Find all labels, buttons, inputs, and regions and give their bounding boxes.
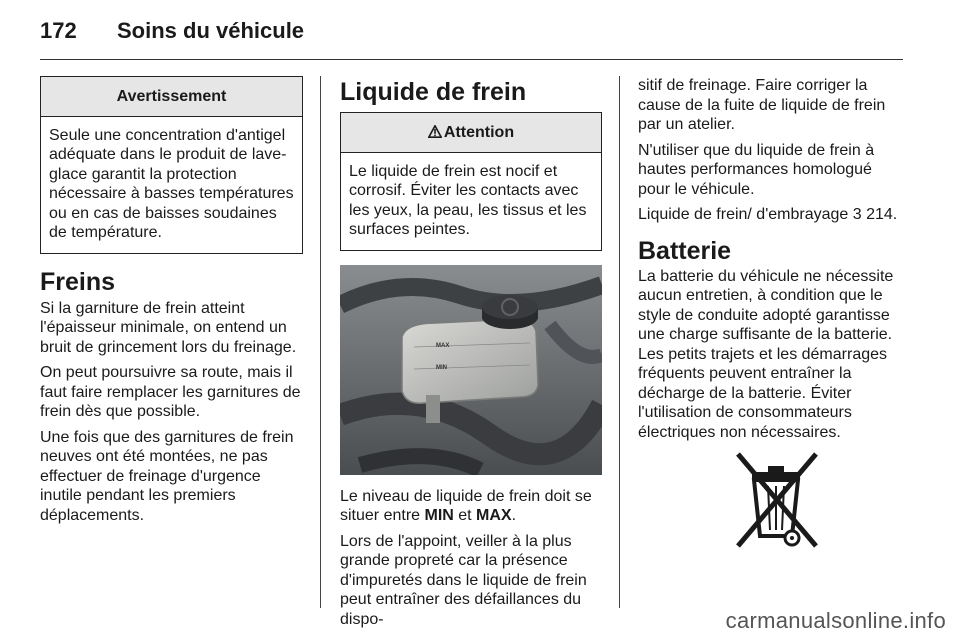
- column-1: [40, 76, 303, 531]
- cross-reference-text: Liquide de frein/ d'embrayage: [638, 206, 853, 223]
- level-text-1: Le niveau de liquide de frein doit se situer entre: [340, 487, 592, 524]
- warning-triangle-icon: [428, 123, 442, 143]
- warning-box-body: Seule une concentration d'antigel adéquate dans le produit de lave-glace garantit la protection nécessaire à basses températures ou en cas de baisses soudaines de température.: [49, 126, 294, 241]
- section-heading-liquide-de-frein: Liquide de frein: [340, 78, 527, 106]
- refill-paragraph: Lors de l'appoint, veiller à la plus grande propreté car la présence d'impuretés dans le liquide de frein peut entraîner des défaillances du dispo-: [340, 532, 587, 628]
- attention-box: [340, 112, 602, 251]
- freins-paragraph-1: Si la garniture de frein atteint l'épaisseur minimale, on entend un bruit de grincement lors du freinage.: [40, 299, 297, 356]
- max-mark-label: MAX: [436, 342, 450, 349]
- column-2: [340, 76, 602, 635]
- cross-reference-page: 214.: [861, 206, 898, 223]
- column-3: [638, 76, 904, 560]
- header-rule: [40, 59, 903, 60]
- level-text-2: et: [453, 507, 477, 524]
- freins-paragraph-2: On peut poursuivre sa route, mais il faut faire remplacer les garnitures de frein dès que possible.: [40, 364, 301, 420]
- page-title: Soins du véhicule: [117, 18, 305, 43]
- level-text-3: .: [511, 507, 517, 524]
- column-divider-2: [619, 76, 620, 608]
- brake-fluid-reservoir-photo: [340, 265, 602, 475]
- freins-paragraph-3: Une fois que des garnitures de frein neuves ont été montées, ne pas effectuer de freinage d'urgence inutile pendant les premiers déplacements.: [40, 428, 294, 524]
- warning-box: [40, 76, 303, 254]
- cross-reference: [638, 205, 904, 225]
- batterie-paragraph: La batterie du véhicule ne nécessite aucun entretien, à condition que le style de conduite adopté garantisse une charge suffisante de la batterie. Les petits trajets et les démarrages fréquents peuvent entraîner la décharge de la batterie. Éviter l'utilisation de consommateurs électriques non nécessaires.: [638, 267, 894, 441]
- column-divider-1: [320, 76, 321, 608]
- watermark: carmanualsonline.info: [725, 608, 946, 633]
- attention-title-text: Attention: [443, 124, 515, 141]
- warning-box-title: Avertissement: [41, 77, 302, 117]
- min-term: MIN: [424, 507, 454, 524]
- section-heading-batterie: Batterie: [638, 236, 732, 265]
- crossed-bin-icon: [716, 450, 904, 560]
- page-reference-symbol: 3: [852, 206, 862, 223]
- level-paragraph: [340, 487, 602, 526]
- max-term: MAX: [476, 507, 512, 524]
- attention-box-title: [341, 113, 601, 153]
- page-number: 172: [40, 18, 77, 43]
- reservoir-illustration: [340, 265, 602, 475]
- fluid-type-paragraph: N'utiliser que du liquide de frein à hautes performances homologué pour le véhicule.: [638, 141, 875, 198]
- continued-paragraph: sitif de freinage. Faire corriger la cause de la fuite de liquide de frein par un atelier.: [638, 77, 886, 133]
- attention-box-body: Le liquide de frein est nocif et corrosif. Éviter les contacts avec les yeux, la peau, les tissus et les surfaces peintes.: [349, 162, 587, 238]
- page-header: [40, 18, 304, 44]
- min-mark-label: MIN: [436, 364, 447, 371]
- section-heading-freins: Freins: [40, 267, 116, 296]
